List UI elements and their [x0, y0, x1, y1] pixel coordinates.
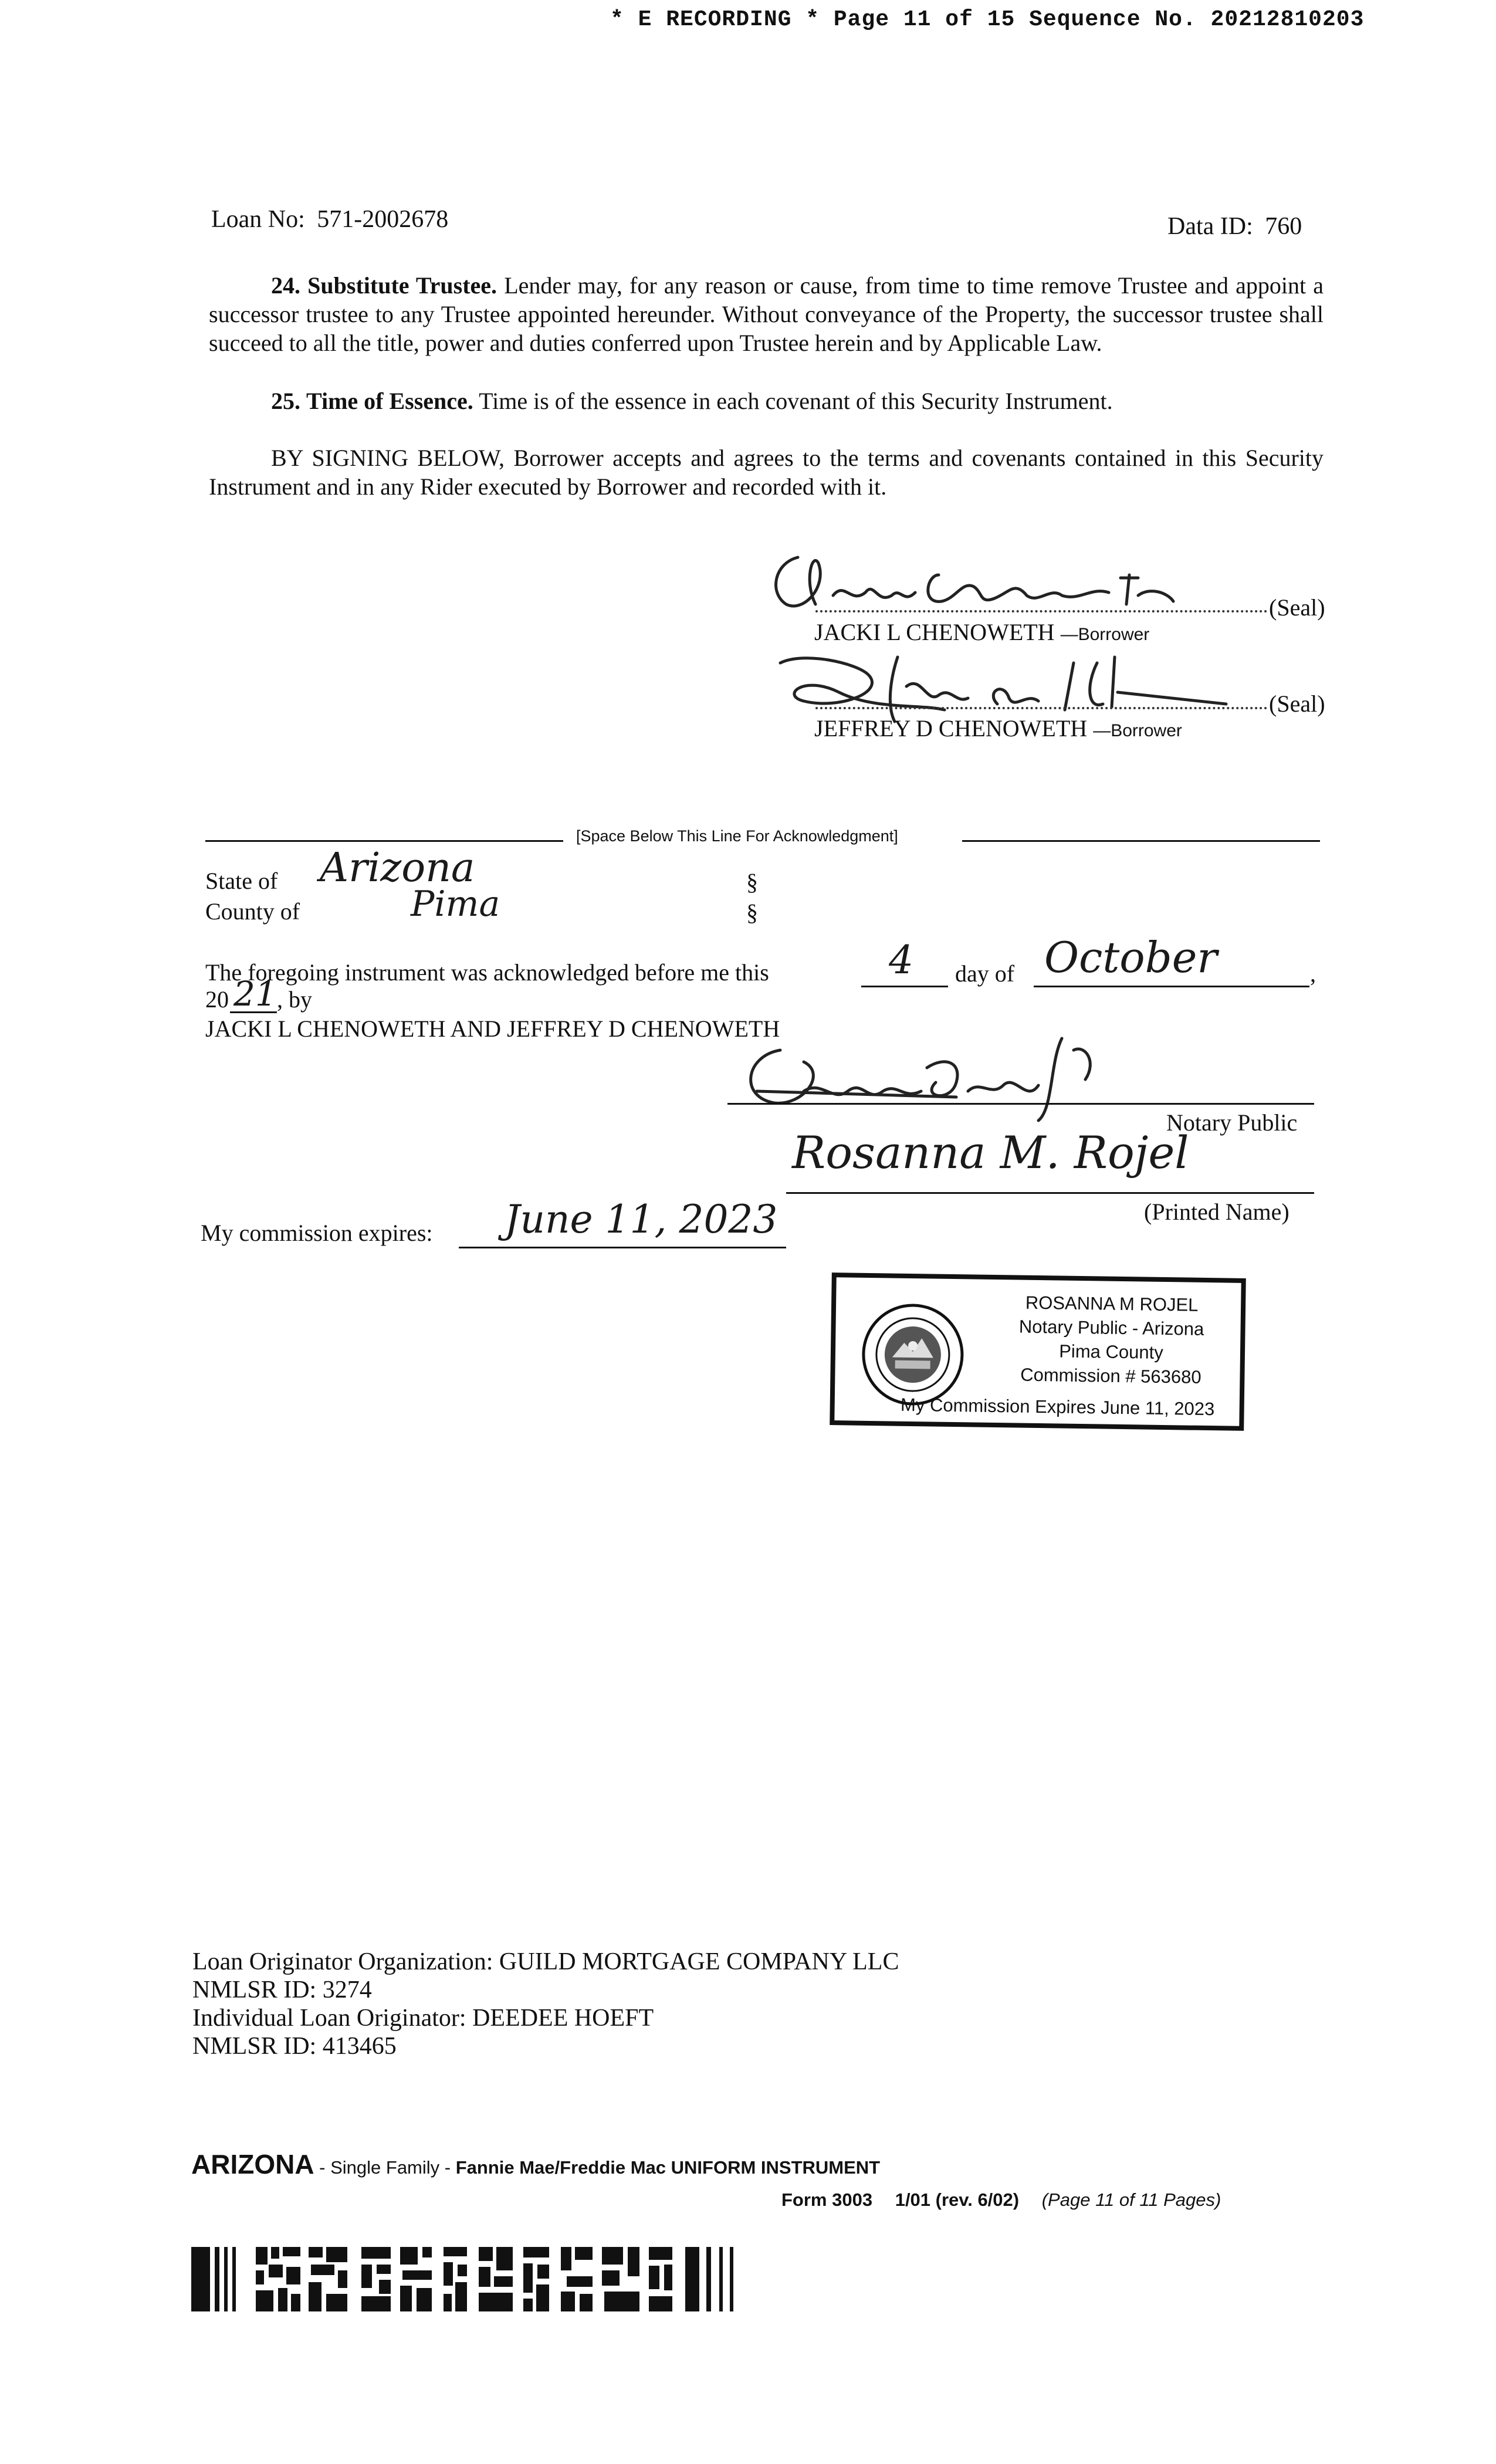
section-25-title: Time of Essence.	[306, 388, 473, 414]
stamp-line-county: Pima County	[1059, 1341, 1163, 1363]
section-24-text: Lender may, for any reason or cause, from time to time remove Trustee and appoint a successor trustee to any Trustee appointed hereunder. Without conveyance of the Property, the successor trustee shall succeed to all the title, power and duties conferred upon Trustee herein and by Applicable Law.	[209, 272, 1324, 356]
state-label: State of	[205, 868, 278, 894]
footer-state: ARIZONA	[191, 2149, 314, 2179]
originator-org-value: GUILD MORTGAGE COMPANY LLC	[499, 1948, 899, 1975]
originator-nmlsr1-label: NMLSR ID:	[192, 1976, 317, 2003]
borrower2-signature-line	[815, 707, 1267, 709]
stamp-line-commission: Commission # 563680	[1020, 1364, 1201, 1387]
originator-nmlsr2-value: 413465	[322, 2033, 397, 2060]
acknowledged-names: JACKI L CHENOWETH AND JEFFREY D CHENOWETH	[205, 1016, 780, 1042]
month-handwritten: October	[1044, 933, 1217, 982]
originator-nmlsr1	[192, 1976, 899, 2004]
data-id-value: 760	[1265, 213, 1302, 240]
originator-block	[192, 1948, 899, 2060]
arizona-seal-icon	[859, 1301, 966, 1408]
printed-name-label: (Printed Name)	[1144, 1199, 1289, 1225]
originator-individual-label: Individual Loan Originator:	[192, 2005, 466, 2032]
foregoing-text: The foregoing instrument was acknowledged before me this	[205, 959, 769, 986]
county-handwritten: Pima	[411, 884, 500, 925]
originator-individual-value: DEEDEE HOEFT	[472, 2005, 654, 2032]
section-24-number: 24.	[271, 272, 300, 299]
footer-form-line	[781, 2189, 1221, 2211]
loan-number	[211, 205, 448, 233]
data-id-label: Data ID:	[1167, 213, 1253, 240]
day-of-label: day of	[955, 960, 1015, 987]
originator-individual	[192, 2004, 899, 2032]
signing-paragraph: BY SIGNING BELOW, Borrower accepts and agrees to the terms and covenants contained in this Security Instrument and in any Rider executed by Borrower and recorded with it.	[209, 445, 1324, 500]
notary-signature	[733, 1027, 1121, 1126]
day-line	[861, 986, 948, 987]
month-line	[1034, 986, 1309, 987]
ack-divider-right	[962, 840, 1320, 842]
borrower2-name	[814, 715, 1182, 742]
footer-title	[191, 2148, 880, 2180]
county-section-mark: §	[746, 899, 758, 926]
recording-stamp: * E RECORDING * Page 11 of 15 Sequence No. 20212810203	[610, 7, 1365, 32]
stamp-line-name: ROSANNA M ROJEL	[1025, 1292, 1199, 1315]
section-24	[209, 271, 1324, 357]
loan-no-label: Loan No:	[211, 206, 305, 233]
footer-instrument: Fannie Mae/Freddie Mac UNIFORM INSTRUMENT	[455, 2157, 881, 2178]
footer-page: (Page 11 of 11 Pages)	[1041, 2189, 1221, 2210]
originator-nmlsr2	[192, 2032, 899, 2060]
footer-form: Form 3003	[781, 2189, 873, 2210]
year-prefix: 20	[205, 986, 229, 1013]
notary-public-label: Notary Public	[1166, 1109, 1298, 1136]
footer-form-date: 1/01 (rev. 6/02)	[895, 2189, 1020, 2210]
borrower2-seal: (Seal)	[1269, 691, 1325, 717]
loan-no-value: 571-2002678	[317, 206, 449, 233]
borrower1-name-text: JACKI L CHENOWETH	[814, 619, 1055, 645]
section-24-title: Substitute Trustee.	[307, 272, 497, 299]
ack-divider-left	[205, 840, 563, 842]
notary-signature-line	[727, 1103, 1314, 1105]
barcode-icon	[191, 2247, 796, 2311]
by-text: , by	[277, 986, 312, 1013]
section-25	[209, 387, 1324, 415]
printed-name-line	[786, 1192, 1314, 1194]
commission-handwritten: June 11, 2023	[505, 1197, 778, 1242]
borrower1-seal: (Seal)	[1269, 594, 1325, 621]
notary-stamp	[830, 1272, 1246, 1431]
originator-org-label: Loan Originator Organization:	[192, 1948, 493, 1975]
state-section-mark: §	[746, 869, 758, 895]
originator-nmlsr2-label: NMLSR ID:	[192, 2033, 317, 2060]
originator-org	[192, 1948, 899, 1976]
footer-sep: - Single Family -	[314, 2157, 456, 2178]
borrower1-role: —Borrower	[1060, 625, 1150, 644]
section-25-text: Time is of the essence in each covenant of this Security Instrument.	[479, 388, 1113, 414]
borrower1-signature-line	[815, 610, 1267, 612]
originator-nmlsr1-value: 3274	[322, 1976, 372, 2003]
stamp-text	[981, 1290, 1241, 1390]
borrower2-role: —Borrower	[1093, 721, 1182, 740]
county-label: County of	[205, 898, 300, 925]
commission-line	[459, 1247, 786, 1248]
ack-divider-text: [Space Below This Line For Acknowledgment]	[576, 827, 898, 845]
month-comma: ,	[1310, 960, 1316, 987]
section-25-number: 25.	[271, 388, 300, 414]
stamp-line-expires: My Commission Expires June 11, 2023	[900, 1394, 1215, 1420]
year-handwritten: 21	[233, 974, 277, 1014]
printed-name-handwritten: Rosanna M. Rojel	[792, 1126, 1189, 1179]
stamp-line-title: Notary Public - Arizona	[1018, 1316, 1204, 1339]
state-handwritten: Arizona	[320, 845, 475, 891]
commission-label: My commission expires:	[201, 1220, 433, 1246]
data-id	[1167, 212, 1302, 241]
borrower2-name-text: JEFFREY D CHENOWETH	[814, 715, 1088, 742]
day-handwritten: 4	[889, 937, 913, 983]
